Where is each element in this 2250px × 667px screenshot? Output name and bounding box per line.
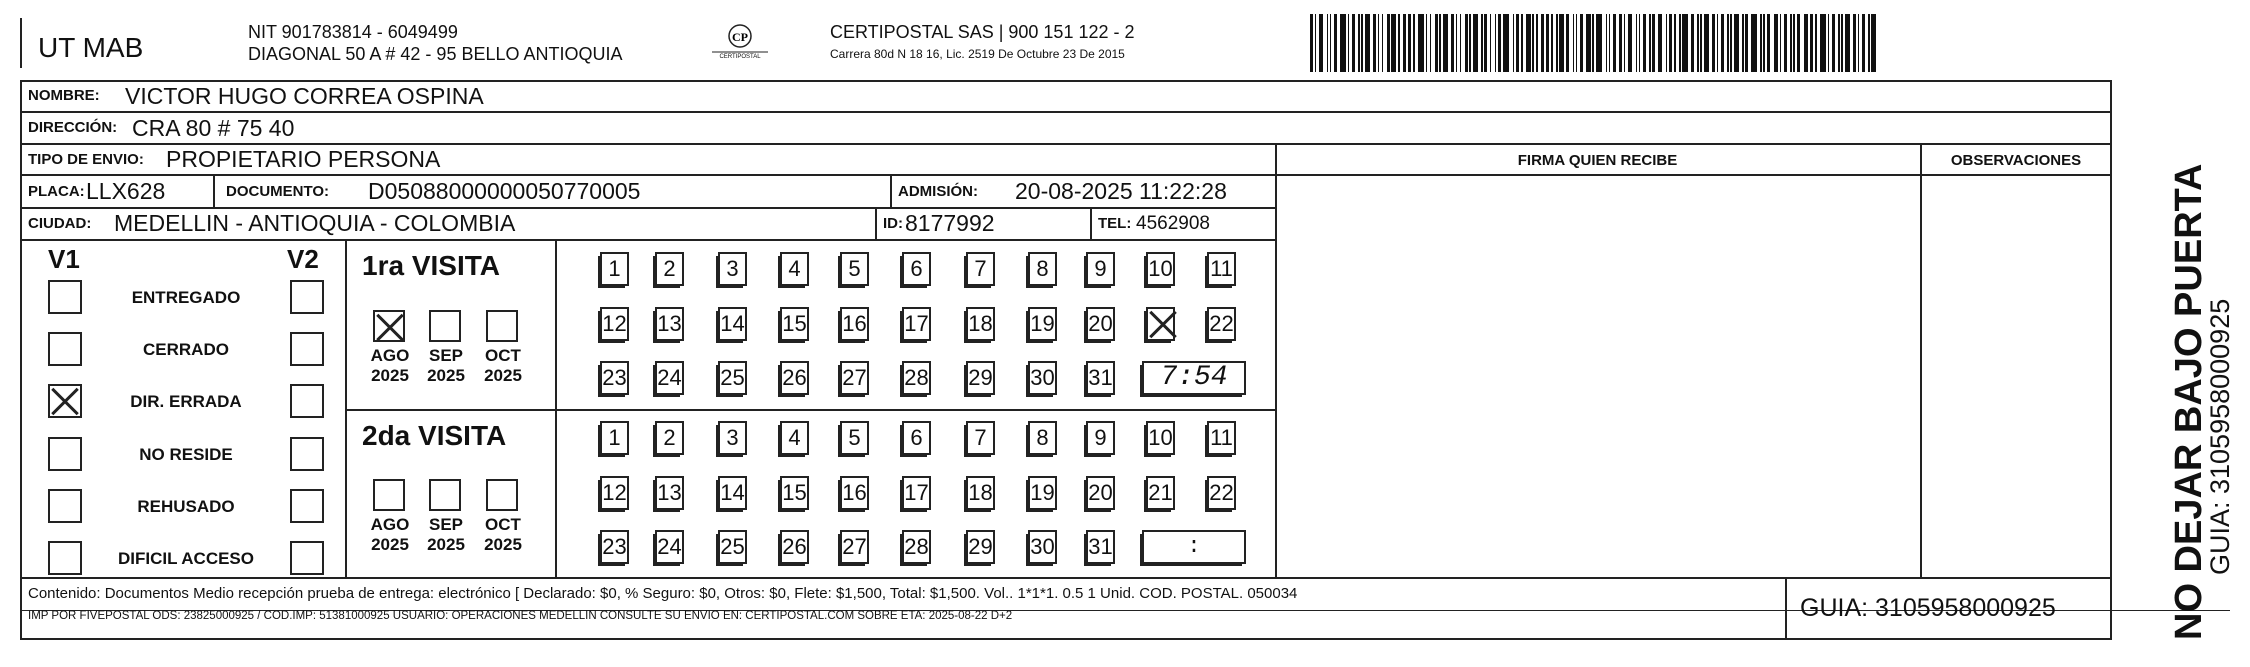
barcode-bar	[1793, 14, 1795, 72]
admision-label: ADMISIÓN:	[898, 183, 978, 200]
barcode-bar	[1790, 14, 1792, 72]
admision-divider	[890, 174, 892, 207]
barcode-bar	[1556, 14, 1558, 72]
imp-text: IMP POR FIVEPOSTAL ODS: 23825000925 / COD.IMP: 51381000925 USUARIO: OPERACIONES MEDELLIN CONSULTE SU ENVIO EN: CERTIPOSTAL.COM SOBRE ETA: 2025-08-22 D+2	[28, 610, 1013, 622]
status-option-label: DIFICIL ACCESO	[117, 549, 254, 568]
v2-header: V2	[287, 244, 319, 274]
documento-label: DOCUMENTO:	[226, 183, 330, 200]
day-box[interactable]: 2	[655, 421, 684, 455]
side-warning: NO DEJAR BAJO PUERTA	[2168, 163, 2210, 640]
v1-checkbox[interactable]	[48, 280, 82, 314]
barcode-bar	[1679, 14, 1681, 72]
day-box[interactable]: 23	[600, 361, 629, 395]
month-year: 2025	[371, 535, 409, 554]
footer-guia-divider	[1785, 577, 1787, 640]
barcode-bar	[1352, 14, 1355, 72]
day-box[interactable]: 23	[600, 530, 629, 564]
tipo-envio-value: PROPIETARIO PERSONA	[166, 146, 441, 172]
day-box[interactable]: 3	[718, 252, 747, 286]
day-box[interactable]: 22	[1207, 307, 1236, 341]
v1-checkbox[interactable]	[48, 384, 82, 418]
month-label: SEP	[428, 346, 464, 365]
day-box[interactable]: 17	[902, 476, 931, 510]
barcode-bar	[1691, 14, 1694, 72]
v2-checkbox[interactable]	[290, 384, 324, 418]
month-year: 2025	[427, 535, 465, 554]
certipostal-logo-icon	[708, 22, 772, 68]
month-label: OCT	[485, 515, 521, 534]
day-box[interactable]	[1146, 307, 1175, 341]
day-box[interactable]: 4	[780, 252, 809, 286]
day-box[interactable]: 26	[780, 361, 809, 395]
barcode-bar	[1838, 14, 1840, 72]
barcode-bar	[1358, 14, 1360, 72]
barcode-bar	[1348, 14, 1350, 72]
barcode-bar	[1532, 14, 1534, 72]
firma-header: FIRMA QUIEN RECIBE	[1517, 152, 1678, 169]
placa-divider	[213, 174, 215, 207]
carrier-license: Carrera 80d N 18 16, Lic. 2519 De Octubre 23 De 2015	[830, 47, 1125, 61]
barcode-bar	[1858, 14, 1860, 72]
barcode-bar	[1853, 14, 1856, 72]
barcode-bar	[1592, 14, 1594, 72]
side-guia: GUIA: 3105958000925	[2205, 298, 2235, 575]
day-box[interactable]: 13	[655, 307, 684, 341]
barcode-bar	[1460, 14, 1462, 72]
tipo-envio-label: TIPO DE ENVIO:	[28, 151, 144, 168]
barcode-bar	[1413, 14, 1415, 72]
v1-header: V1	[48, 244, 80, 274]
day-box[interactable]: 15	[780, 476, 809, 510]
barcode-bar	[1712, 14, 1715, 72]
id-label: ID:	[883, 215, 903, 232]
barcode-bar	[1551, 14, 1553, 72]
id-divider	[875, 207, 877, 239]
second-visit-title: 2da VISITA	[362, 420, 507, 451]
day-box[interactable]: 26	[780, 530, 809, 564]
barcode-bar	[1636, 14, 1638, 72]
day-box[interactable]: 31	[1086, 361, 1115, 395]
barcode-bar	[1760, 14, 1762, 72]
month-label: AGO	[370, 346, 410, 365]
first-visit-time[interactable]: 7:54	[1142, 361, 1246, 395]
barcode-bar	[1398, 14, 1400, 72]
barcode-bar	[1652, 14, 1655, 72]
day-box[interactable]: 24	[655, 530, 684, 564]
day-box[interactable]: 8	[1028, 421, 1057, 455]
barcode-bar	[1426, 14, 1428, 72]
barcode-bar	[1378, 14, 1380, 72]
day-box[interactable]: 14	[718, 476, 747, 510]
day-box[interactable]: 17	[902, 307, 931, 341]
v2-checkbox[interactable]	[290, 489, 324, 523]
day-box[interactable]: 3	[718, 421, 747, 455]
barcode-bar	[1596, 14, 1602, 72]
barcode-bar	[1498, 14, 1501, 72]
day-box[interactable]: 8	[1028, 252, 1057, 286]
barcode-bar	[1546, 14, 1549, 72]
barcode-bar	[1373, 14, 1376, 72]
status-option-label: REHUSADO	[137, 497, 235, 516]
barcode-bar	[1613, 14, 1616, 72]
barcode-bar	[1403, 14, 1406, 72]
barcode-bar	[1439, 14, 1441, 72]
barcode-bar	[1751, 14, 1757, 72]
first-visit-title: 1ra VISITA	[362, 250, 500, 281]
day-box[interactable]: 9	[1086, 252, 1115, 286]
observaciones-header: OBSERVACIONES	[1950, 152, 2082, 169]
ciudad-label: CIUDAD:	[28, 215, 92, 232]
barcode-bar	[1566, 14, 1569, 72]
day-box[interactable]: 7	[966, 421, 995, 455]
month-year: 2025	[427, 366, 465, 385]
month-label: SEP	[428, 515, 464, 534]
barcode-bar	[1573, 14, 1575, 72]
day-box[interactable]: 29	[966, 361, 995, 395]
day-box[interactable]: 29	[966, 530, 995, 564]
barcode-bar	[1451, 14, 1454, 72]
day-box[interactable]: 12	[600, 307, 629, 341]
barcode-bar	[1745, 14, 1748, 72]
barcode-bar	[1559, 14, 1564, 72]
carrier-name: CERTIPOSTAL SAS | 900 151 122 - 2	[830, 22, 1135, 42]
day-box[interactable]: 28	[902, 361, 931, 395]
barcode-bar	[1521, 14, 1523, 72]
day-box[interactable]: 16	[840, 307, 869, 341]
barcode-bar	[1868, 14, 1870, 72]
day-box[interactable]: 20	[1086, 307, 1115, 341]
barcode-bar	[1516, 14, 1519, 72]
barcode-bar	[1430, 14, 1432, 72]
day-box[interactable]: 14	[718, 307, 747, 341]
footer-guia: GUIA: 3105958000925	[1800, 594, 2056, 622]
barcode-bar	[1361, 14, 1363, 72]
second-visit-time[interactable]: :	[1142, 530, 1246, 564]
barcode-bar	[1767, 14, 1770, 72]
logo-text: CERTIPOSTAL	[719, 54, 761, 60]
barcode-bar	[1490, 14, 1492, 72]
barcode-bar	[1666, 14, 1668, 72]
v2-checkbox[interactable]	[290, 332, 324, 366]
barcode	[1310, 14, 1920, 72]
barcode-bar	[1832, 14, 1835, 72]
v1-checkbox[interactable]	[48, 437, 82, 471]
barcode-bar	[1624, 14, 1626, 72]
day-box[interactable]: 22	[1207, 476, 1236, 510]
month-label: OCT	[485, 346, 521, 365]
nombre-value: VICTOR HUGO CORREA OSPINA	[125, 83, 484, 109]
direccion-value: CRA 80 # 75 40	[132, 115, 295, 141]
day-box[interactable]: 10	[1146, 421, 1175, 455]
row-divider-1	[20, 111, 2112, 113]
barcode-bar	[1443, 14, 1448, 72]
month-year: 2025	[484, 535, 522, 554]
barcode-bar	[1484, 14, 1487, 72]
day-box[interactable]: 6	[902, 252, 931, 286]
day-box[interactable]: 13	[655, 476, 684, 510]
day-box[interactable]: 11	[1207, 421, 1236, 455]
barcode-bar	[1340, 14, 1346, 72]
barcode-bar	[1310, 14, 1313, 72]
v1-checkbox[interactable]	[48, 332, 82, 366]
barcode-bar	[1643, 14, 1646, 72]
day-box[interactable]: 1	[600, 421, 629, 455]
barcode-bar	[1704, 14, 1709, 72]
month-checkbox[interactable]	[486, 310, 518, 342]
month-checkbox[interactable]	[486, 479, 518, 511]
barcode-bar	[1727, 14, 1729, 72]
status-divider	[345, 239, 347, 577]
footer-divider	[20, 577, 2112, 579]
day-box[interactable]: 16	[840, 476, 869, 510]
barcode-bar	[1669, 14, 1672, 72]
day-box[interactable]: 30	[1028, 361, 1057, 395]
tel-value: 4562908	[1136, 213, 1210, 234]
day-box[interactable]: 10	[1146, 252, 1175, 286]
day-box[interactable]: 11	[1207, 252, 1236, 286]
day-box[interactable]: 24	[655, 361, 684, 395]
barcode-bar	[1513, 14, 1515, 72]
barcode-bar	[1658, 14, 1663, 72]
month-year: 2025	[371, 366, 409, 385]
barcode-bar	[1606, 14, 1608, 72]
day-box[interactable]: 5	[840, 421, 869, 455]
month-checkbox[interactable]	[373, 310, 405, 342]
svg-text:CP: CP	[732, 30, 748, 44]
day-box[interactable]: 21	[1146, 476, 1175, 510]
barcode-bar	[1435, 14, 1438, 72]
v2-checkbox[interactable]	[290, 541, 324, 575]
barcode-bar	[1580, 14, 1583, 72]
v2-checkbox[interactable]	[290, 280, 324, 314]
barcode-bar	[1382, 14, 1384, 72]
barcode-bar	[1810, 14, 1813, 72]
barcode-bar	[1841, 14, 1843, 72]
barcode-bar	[1536, 14, 1538, 72]
placa-label: PLACA:	[28, 183, 85, 200]
ciudad-value: MEDELLIN - ANTIOQUIA - COLOMBIA	[114, 210, 516, 236]
barcode-bar	[1804, 14, 1809, 72]
barcode-bar	[1845, 14, 1850, 72]
barcode-bar	[1730, 14, 1732, 72]
barcode-bar	[1697, 14, 1699, 72]
month-year: 2025	[484, 366, 522, 385]
barcode-bar	[1576, 14, 1578, 72]
row-divider-5	[20, 239, 1275, 241]
header-left-border	[20, 18, 22, 68]
barcode-bar	[1526, 14, 1531, 72]
day-box[interactable]: 15	[780, 307, 809, 341]
barcode-bar	[1391, 14, 1396, 72]
v2-checkbox[interactable]	[290, 437, 324, 471]
barcode-bar	[1734, 14, 1739, 72]
barcode-bar	[1742, 14, 1744, 72]
day-box[interactable]: 18	[966, 476, 995, 510]
v1-checkbox[interactable]	[48, 489, 82, 523]
nombre-label: NOMBRE:	[28, 87, 100, 104]
barcode-bar	[1503, 14, 1509, 72]
barcode-bar	[1649, 14, 1651, 72]
day-box[interactable]: 28	[902, 530, 931, 564]
visit-divider	[345, 409, 1275, 411]
day-box[interactable]: 20	[1086, 476, 1115, 510]
status-option-label: CERRADO	[143, 340, 229, 359]
tel-divider	[1090, 207, 1092, 239]
placa-value: LLX628	[86, 178, 166, 204]
barcode-bar	[1721, 14, 1724, 72]
id-value: 8177992	[905, 210, 995, 236]
barcode-bar	[1408, 14, 1411, 72]
barcode-bar	[1495, 14, 1497, 72]
admision-value: 20-08-2025 11:22:28	[1015, 178, 1227, 204]
barcode-bar	[1418, 14, 1424, 72]
barcode-bar	[1682, 14, 1688, 72]
day-box[interactable]: 2	[655, 252, 684, 286]
barcode-bar	[1327, 14, 1329, 72]
barcode-bar	[1456, 14, 1458, 72]
barcode-bar	[1473, 14, 1478, 72]
day-box[interactable]: 25	[718, 361, 747, 395]
day-box[interactable]: 25	[718, 530, 747, 564]
month-checkbox[interactable]	[373, 479, 405, 511]
month-label: AGO	[370, 515, 410, 534]
company-name: UT MAB	[38, 32, 144, 63]
observaciones-column-divider	[1920, 143, 1922, 577]
documento-value: D05088000000050770005	[368, 178, 641, 204]
day-box[interactable]: 27	[840, 530, 869, 564]
barcode-bar	[1609, 14, 1611, 72]
status-option-label: DIR. ERRADA	[130, 392, 242, 411]
row-divider-2	[20, 143, 2112, 145]
day-box[interactable]: 4	[780, 421, 809, 455]
status-option-label: ENTREGADO	[131, 288, 241, 307]
barcode-bar	[1315, 14, 1317, 72]
day-box[interactable]: 27	[840, 361, 869, 395]
barcode-bar	[1815, 14, 1817, 72]
company-nit: NIT 901783814 - 6049499	[248, 22, 458, 42]
firma-column-divider	[1275, 143, 1277, 577]
barcode-bar	[1639, 14, 1641, 72]
barcode-bar	[1465, 14, 1468, 72]
barcode-bar	[1541, 14, 1544, 72]
barcode-bar	[1628, 14, 1633, 72]
status-option-label: NO RESIDE	[139, 445, 233, 464]
barcode-bar	[1387, 14, 1390, 72]
barcode-bar	[1820, 14, 1826, 72]
barcode-bar	[1763, 14, 1765, 72]
day-box[interactable]: 31	[1086, 530, 1115, 564]
barcode-bar	[1674, 14, 1676, 72]
day-box[interactable]: 19	[1028, 307, 1057, 341]
barcode-bar	[1862, 14, 1865, 72]
barcode-bar	[1871, 14, 1876, 72]
day-box[interactable]: 18	[966, 307, 995, 341]
direccion-label: DIRECCIÓN:	[28, 119, 118, 136]
barcode-bar	[1469, 14, 1471, 72]
barcode-bar	[1717, 14, 1719, 72]
v1-checkbox[interactable]	[48, 541, 82, 575]
day-box[interactable]: 9	[1086, 421, 1115, 455]
barcode-bar	[1334, 14, 1337, 72]
day-box[interactable]: 12	[600, 476, 629, 510]
day-box[interactable]: 7	[966, 252, 995, 286]
day-box[interactable]: 19	[1028, 476, 1057, 510]
barcode-bar	[1319, 14, 1324, 72]
barcode-bar	[1828, 14, 1830, 72]
contenido-text: Contenido: Documentos Medio recepción prueba de entrega: electrónico [ Declarado: $0, % Seguro: $0, Otros: $0, Flete: $1,500, Total: $1,500. Vol.. 1*1*1. 0.5 1 Unid. COD. POSTAL. 050034	[28, 585, 1298, 602]
barcode-bar	[1481, 14, 1483, 72]
month-checkbox[interactable]	[429, 479, 461, 511]
barcode-bar	[1784, 14, 1787, 72]
company-address: DIAGONAL 50 A # 42 - 95 BELLO ANTIOQUIA	[248, 44, 623, 64]
barcode-bar	[1700, 14, 1702, 72]
day-box[interactable]: 5	[840, 252, 869, 286]
column-header-divider	[1275, 174, 2112, 176]
row-divider-4	[20, 207, 1275, 209]
day-box[interactable]: 6	[902, 421, 931, 455]
month-checkbox[interactable]	[429, 310, 461, 342]
barcode-bar	[1365, 14, 1370, 72]
barcode-bar	[1780, 14, 1782, 72]
day-box[interactable]: 1	[600, 252, 629, 286]
barcode-bar	[1330, 14, 1332, 72]
tel-label: TEL:	[1098, 215, 1132, 232]
certipostal-logo	[708, 22, 772, 68]
day-box[interactable]: 30	[1028, 530, 1057, 564]
barcode-bar	[1797, 14, 1800, 72]
visit-label-divider	[555, 239, 557, 577]
barcode-bar	[1586, 14, 1591, 72]
barcode-bar	[1774, 14, 1779, 72]
barcode-bar	[1619, 14, 1622, 72]
